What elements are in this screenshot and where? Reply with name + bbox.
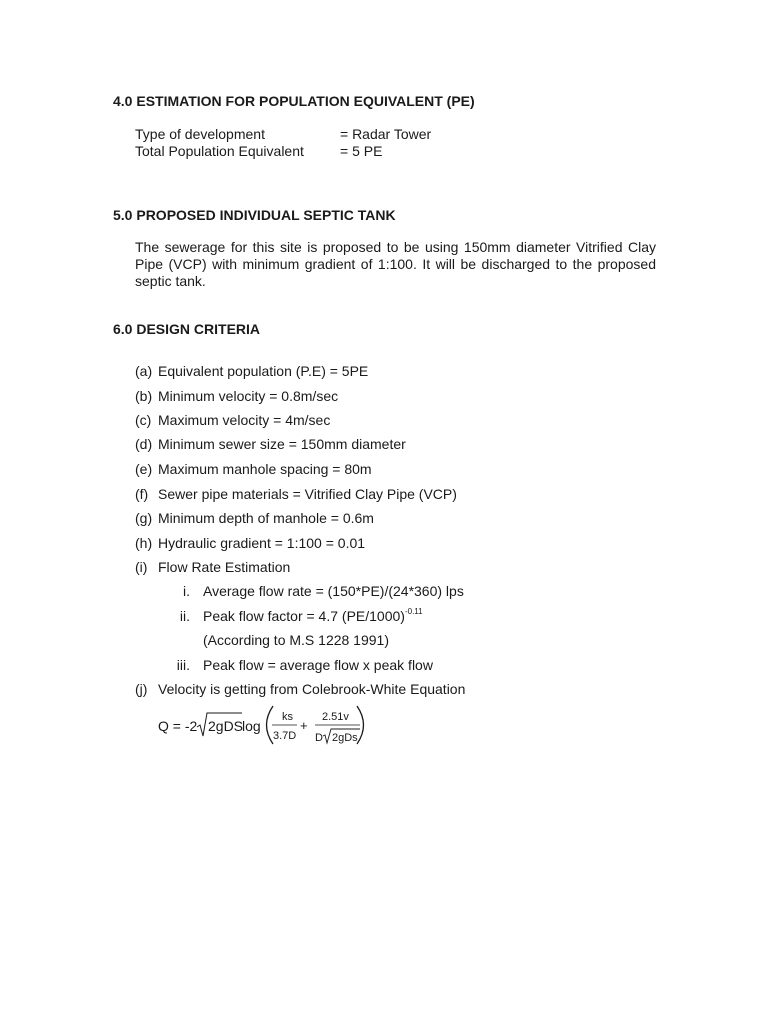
fraction1-denominator: 3.7D (273, 730, 297, 742)
criteria-label-j: (j) (135, 681, 148, 697)
criteria-text-b: Minimum velocity = 0.8m/sec (158, 388, 339, 404)
subitem-text-i: Average flow rate = (150*PE)/(24*360) lps (203, 583, 464, 599)
total-pe-label: Total Population Equivalent (135, 143, 304, 159)
criteria-text-i: Flow Rate Estimation (158, 559, 291, 575)
criteria-label-h: (h) (135, 535, 153, 551)
criteria-label-i: (i) (135, 559, 148, 575)
section-5-paragraph: The sewerage for this site is proposed to be using 150mm diameter Vitrified Clay Pipe (VCP) with minimum gradient of 1:100. It will be discharged to the proposed septic tank. (135, 239, 656, 289)
criteria-label-f: (f) (135, 486, 149, 502)
criteria-text-a: Equivalent population (P.E) = 5PE (158, 363, 369, 379)
section-5-heading: 5.0 PROPOSED INDIVIDUAL SEPTIC TANK (113, 207, 396, 223)
fraction2-numerator: 2.51v (322, 711, 349, 723)
criteria-label-d: (d) (135, 436, 153, 452)
criteria-text-g: Minimum depth of manhole = 0.6m (158, 510, 374, 526)
subitem-text-iii: Peak flow = average flow x peak flow (203, 657, 433, 673)
type-of-development-label: Type of development (135, 126, 265, 142)
criteria-text-f: Sewer pipe materials = Vitrified Clay Pipe (VCP) (158, 486, 457, 502)
criteria-text-c: Maximum velocity = 4m/sec (158, 412, 331, 428)
section-6-heading: 6.0 DESIGN CRITERIA (113, 321, 261, 337)
fraction2-denominator-sqrt: 2gDs (332, 732, 358, 744)
subitem-text-reference: (According to M.S 1228 1991) (203, 632, 389, 648)
criteria-label-a: (a) (135, 363, 153, 379)
peak-flow-factor-text: Peak flow factor = 4.7 (PE/1000) (203, 608, 405, 624)
criteria-label-c: (c) (135, 412, 152, 428)
fraction1-numerator: ks (282, 711, 293, 723)
colebrook-white-equation (150, 700, 380, 750)
equation-plus: + (300, 718, 308, 733)
criteria-text-d: Minimum sewer size = 150mm diameter (158, 436, 406, 452)
equation-lhs: Q = -2 (158, 718, 198, 734)
equation-log: log (242, 718, 261, 734)
fraction2-denominator-prefix: D (315, 732, 323, 744)
subitem-text-ii (203, 608, 423, 624)
peak-flow-exponent: -0.11 (404, 607, 423, 616)
section-4-heading: 4.0 ESTIMATION FOR POPULATION EQUIVALENT (PE) (113, 93, 475, 109)
total-pe-value: = 5 PE (340, 143, 383, 159)
criteria-text-e: Maximum manhole spacing = 80m (158, 461, 372, 477)
equation-sqrt1-text: 2gDS (208, 718, 244, 734)
subitem-label-iii: iii. (176, 657, 190, 673)
criteria-text-j: Velocity is getting from Colebrook-White Equation (158, 681, 466, 697)
criteria-label-b: (b) (135, 388, 153, 404)
subitem-label-i: i. (183, 583, 190, 599)
criteria-text-h: Hydraulic gradient = 1:100 = 0.01 (158, 535, 366, 551)
criteria-label-g: (g) (135, 510, 153, 526)
type-of-development-value: = Radar Tower (340, 126, 432, 142)
criteria-label-e: (e) (135, 461, 153, 477)
subitem-label-ii: ii. (179, 608, 190, 624)
